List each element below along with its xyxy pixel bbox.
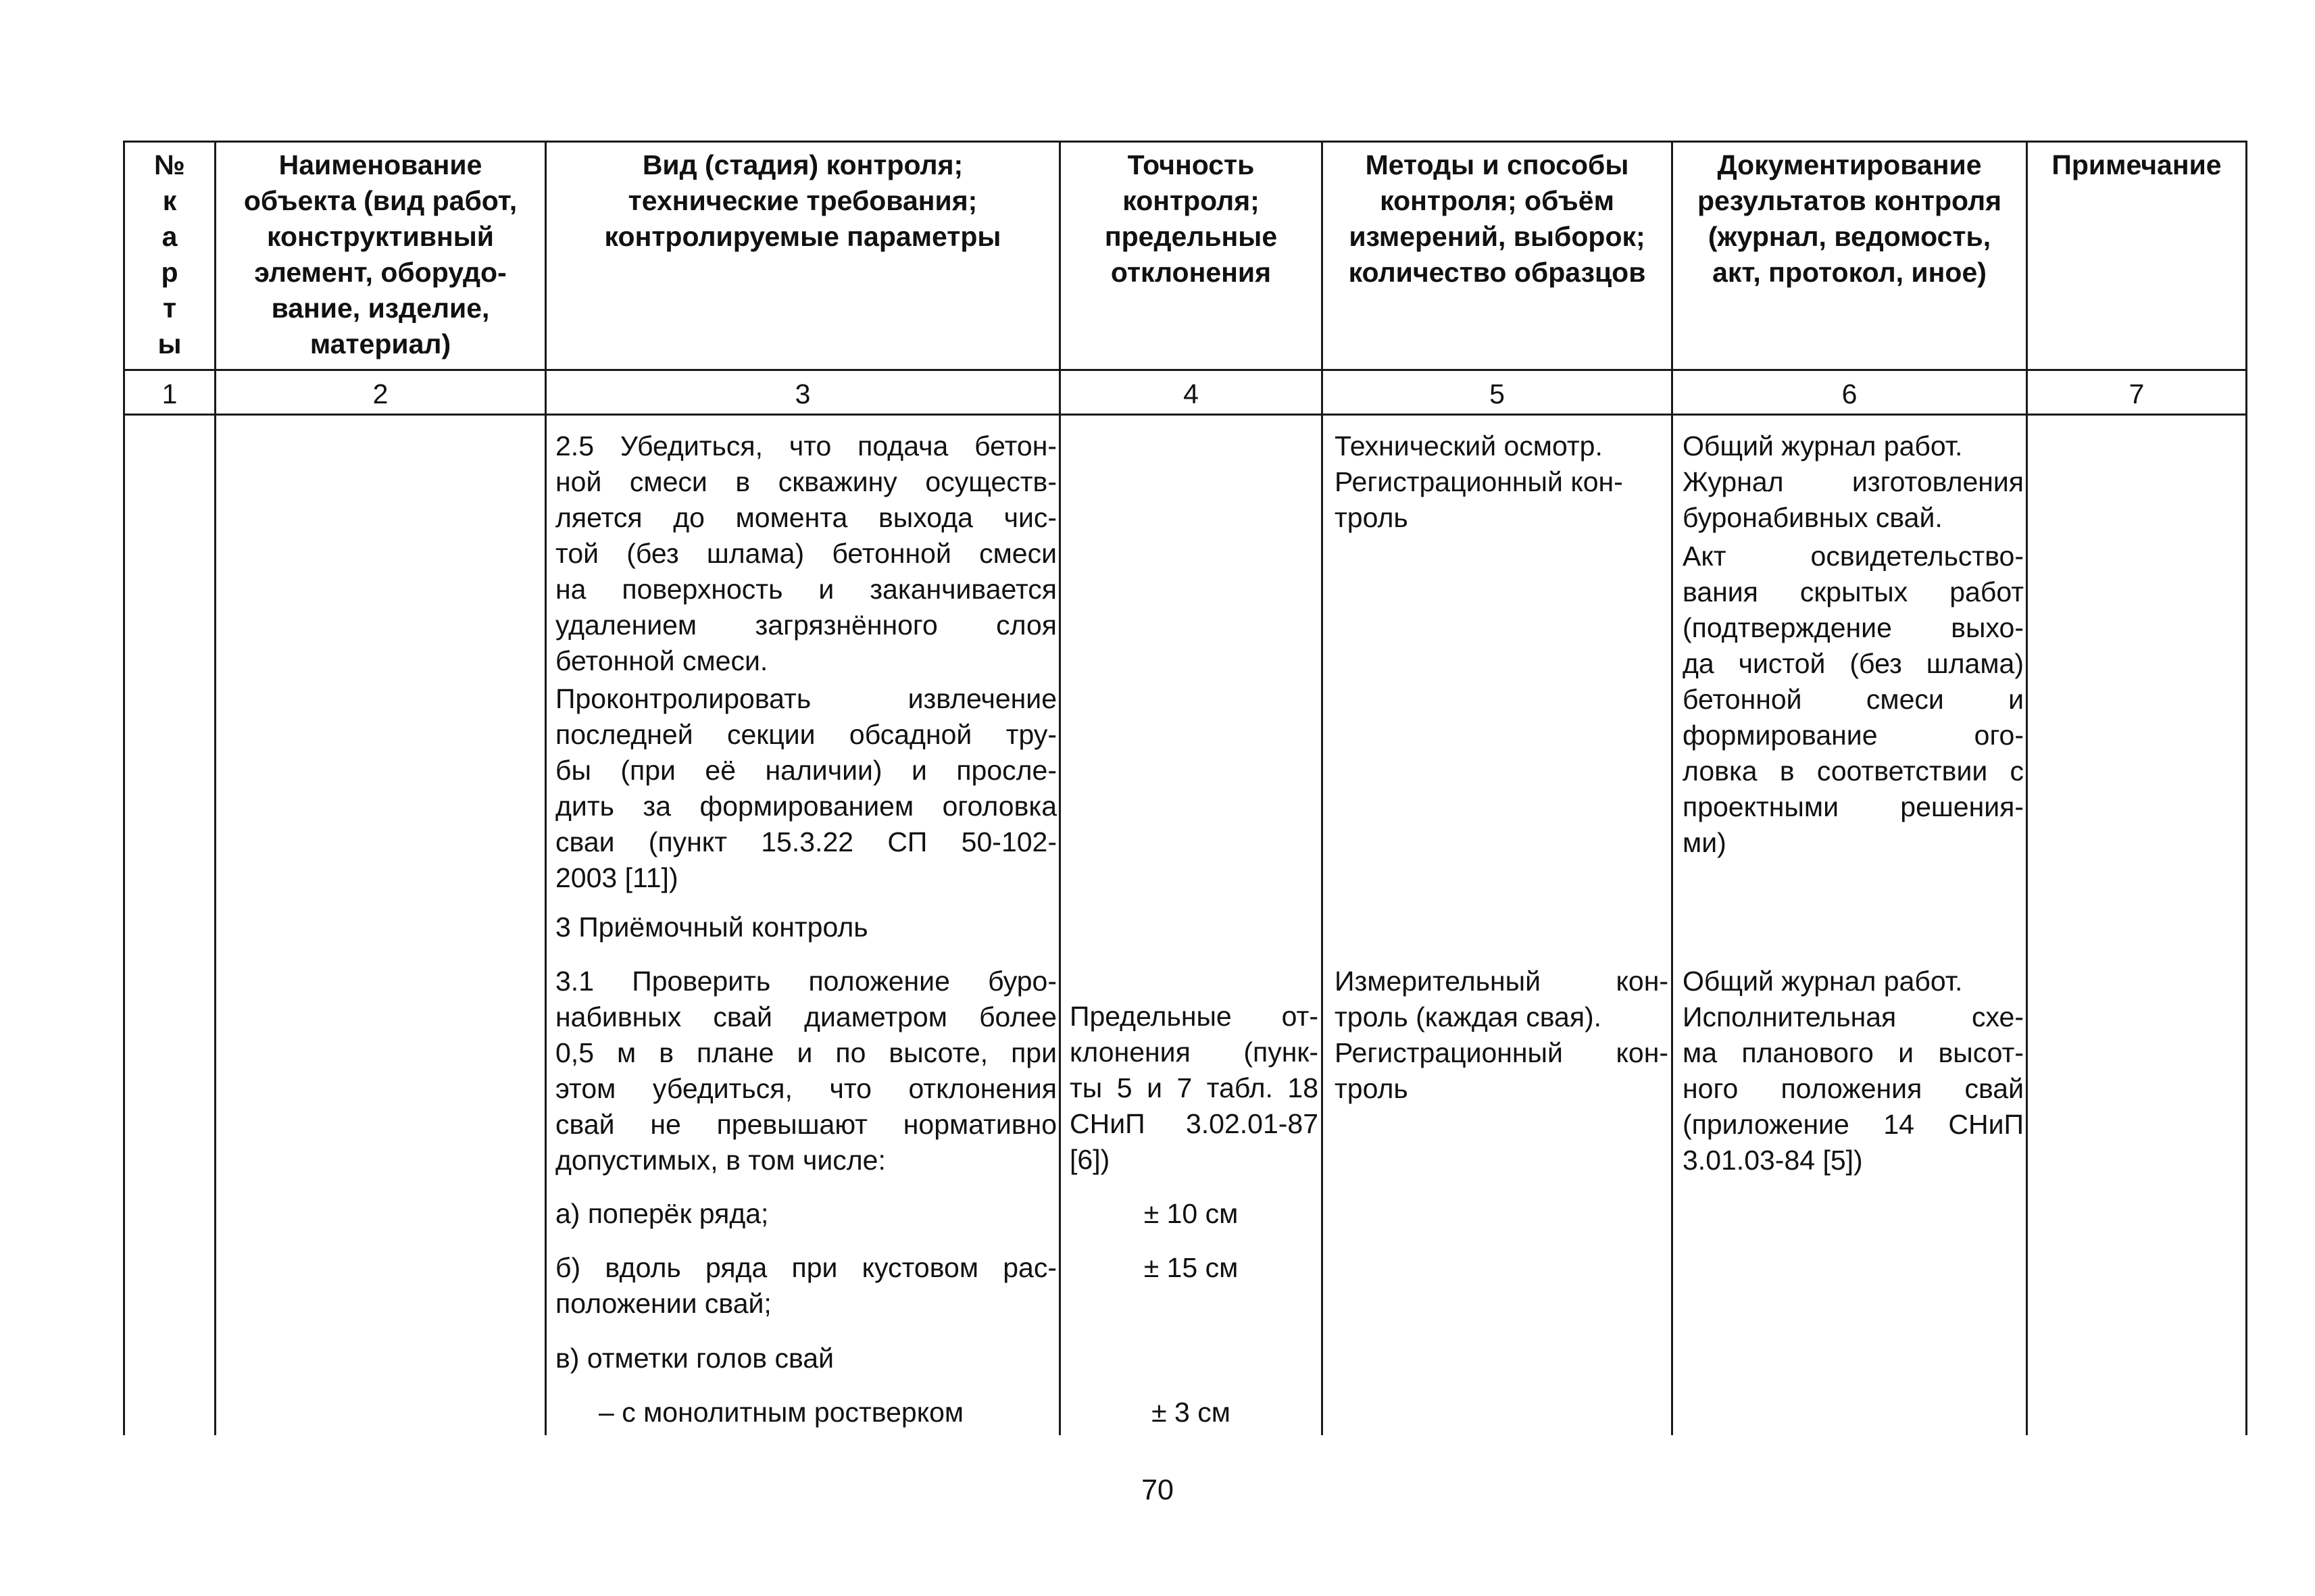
column-number: 7 (2129, 378, 2145, 409)
item-2-5-description: 2.5 Убедиться, что подача бетон- ной смеси в скважину осуществ- ляется до момента выхода чис- той (без шлама) бетонной смеси на поверхность и заканчивается удалением загрязнённого слоя бетонной смеси. (555, 430, 1057, 676)
column-number: 4 (1183, 378, 1199, 409)
item-2-5-methods: Технический осмотр. Регистрационный кон- троль (1335, 430, 1623, 533)
column-number: 5 (1489, 378, 1505, 409)
item-2-5-documentation-act: Акт освидетельство- вания скрытых работ (подтверждение выхо- да чистой (без шлама) бетонной смеси и формирование ого- ловка в соответствии с проектными решения- ми) (1683, 541, 2024, 858)
sub-item-c1: – с монолитным ростверком (599, 1397, 964, 1428)
column-number: 3 (795, 378, 811, 409)
sub-item-b-tolerance: ± 15 см (1143, 1252, 1239, 1283)
header-accuracy: Точность контроля; предельные отклонения (1104, 149, 1278, 288)
item-3-1-accuracy: Предельные от- клонения (пунк- ты 5 и 7 табл. 18 СНиП 3.02.01-87 [6]) (1070, 1001, 1318, 1175)
header-card-number: № к а р т ы (154, 149, 185, 359)
section-3-heading: 3 Приёмочный контроль (555, 912, 868, 943)
sub-item-a: а) поперёк ряда; (555, 1198, 769, 1229)
header-note: Примечание (2051, 149, 2222, 180)
header-object-name: Наименование объекта (вид работ, конструктивный элемент, оборудо- вание, изделие, материал) (243, 149, 518, 359)
table-border-right (2245, 141, 2247, 1435)
table-border-top (123, 141, 2247, 143)
column-divider (2026, 141, 2028, 1435)
item-3-1-description: 3.1 Проверить положение буро- набивных свай диаметром более 0,5 м в плане и по высоте, при этом убедиться, что отклонения свай не превышают нормативно допустимых, в том числе: (555, 966, 1057, 1176)
page-number: 70 (1141, 1474, 1174, 1506)
sub-item-c1-tolerance: ± 3 см (1151, 1397, 1230, 1428)
header-control-type: Вид (стадия) контроля; технические требования; контролируемые параметры (604, 149, 1001, 252)
header-documentation: Документирование результатов контроля (журнал, ведомость, акт, протокол, иное) (1697, 149, 2002, 288)
column-divider (1059, 141, 1061, 1435)
header-divider (123, 369, 2247, 371)
column-numbers-divider (123, 414, 2247, 416)
item-2-5-documentation: Общий журнал работ. Журнал изготовления буронабивных свай. (1683, 430, 2024, 533)
table-border-left (123, 141, 125, 1435)
column-number: 2 (372, 378, 389, 409)
item-3-1-methods: Измерительный кон- троль (каждая свая). Регистрационный кон- троль (1335, 966, 1668, 1104)
sub-item-a-tolerance: ± 10 см (1143, 1198, 1239, 1229)
item-3-1-documentation: Общий журнал работ. Исполнительная схе- ма планового и высот- ного положения свай (приложение 14 СНиП 3.01.03-84 [5]) (1683, 966, 2024, 1176)
column-divider (1321, 141, 1323, 1435)
header-methods: Методы и способы контроля; объём измерений, выборок; количество образцов (1348, 149, 1646, 288)
column-number: 6 (1841, 378, 1858, 409)
item-2-5-description-continued: Проконтролировать извлечение последней секции обсадной тру- бы (при её наличии) и просле- дить за формированием оголовка сваи (пункт 15.3.22 СП 50-102- 2003 [11]) (555, 683, 1057, 893)
column-divider (1671, 141, 1673, 1435)
column-number: 1 (161, 378, 178, 409)
column-divider (545, 141, 547, 1435)
sub-item-b: б) вдоль ряда при кустовом рас- положении свай; (555, 1252, 1057, 1319)
sub-item-c: в) отметки голов свай (555, 1343, 834, 1374)
